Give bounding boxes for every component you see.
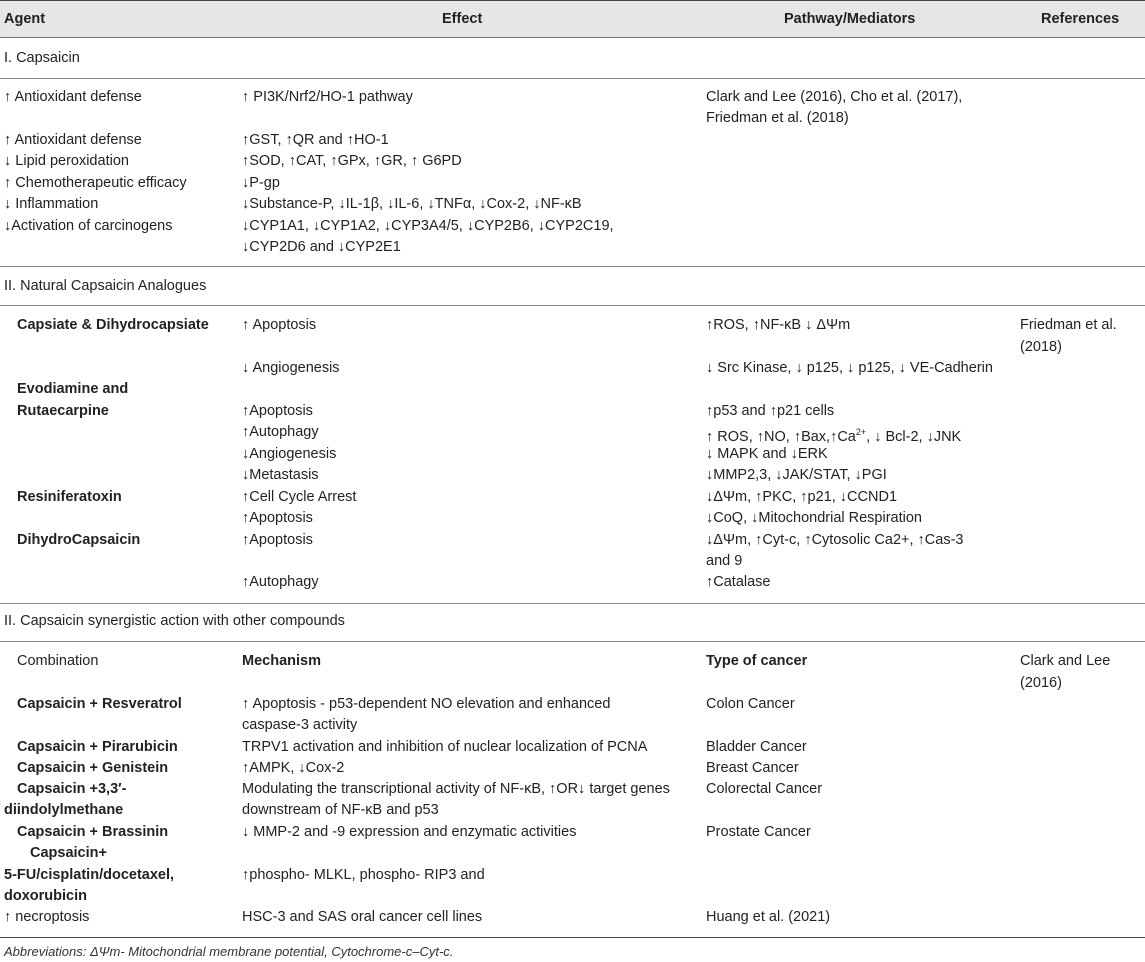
pathway-cell: ↑ ROS, ↑NO, $↑Bax,↑Ca^{2+}$, ↓ Bcl-2, ↓JNK (706, 427, 962, 445)
agent-cell: Capsaicin + Pirarubicin (17, 739, 178, 755)
footnote: Abbreviations: ΔΨm- Mitochondrial membrane potential, Cytochrome-c–Cyt-c. (4, 944, 454, 959)
pathway-cell: Clark and Lee (2016), Cho et al. (2017), (706, 89, 963, 105)
table-bottom-border (0, 937, 1145, 938)
agent-cell: ↓Activation of carcinogens (4, 218, 173, 234)
agent-cell: Evodiamine and (17, 381, 129, 397)
agent-cell: ↓ Inflammation (4, 196, 99, 212)
cancer-cell: Prostate Cancer (706, 824, 811, 840)
cancer-cell: Bladder Cancer (706, 739, 807, 755)
mechanism-cell: Modulating the transcriptional activity of NF-κB, ↑OR↓ target genes (242, 781, 670, 797)
subheader-cancer: Type of cancer (706, 653, 808, 669)
pathway-cell: ↓ΔΨm, ↑Cyt-c, ↑Cytosolic Ca2+, ↑Cas-3 (706, 532, 964, 548)
agent-cell: ↑ Chemotherapeutic efficacy (4, 175, 187, 191)
agent-cell: Rutaecarpine (17, 403, 109, 419)
pathway-cell: ↓ MAPK and ↓ERK (706, 446, 828, 462)
effect-cell: ↓Substance-P, ↓IL-1β, ↓IL-6, ↓TNFα, ↓Cox-2, ↓NF-κB (242, 196, 582, 212)
mechanism-cell: TRPV1 activation and inhibition of nuclear localization of PCNA (242, 739, 648, 755)
agent-cell: ↑ Antioxidant defense (4, 132, 142, 148)
agent-cell: Capsaicin+ (30, 845, 107, 861)
cancer-cell: Colorectal Cancer (706, 781, 823, 797)
effect-cell: ↑Autophagy (242, 424, 319, 440)
pathway-cell: ↑p53 and ↑p21 cells (706, 403, 835, 419)
effect-cell: ↓ Angiogenesis (242, 360, 340, 376)
agent-cell: Capsaicin + Resveratrol (17, 696, 182, 712)
cancer-cell: Colon Cancer (706, 696, 795, 712)
effect-cell: ↓Angiogenesis (242, 446, 337, 462)
reference-cell: Clark and Lee (1020, 653, 1111, 669)
effect-cell: ↑Apoptosis (242, 532, 313, 548)
agent-cell: Resiniferatoxin (17, 489, 122, 505)
effect-cell: ↑GST, ↑QR and ↑HO-1 (242, 132, 389, 148)
divider (0, 266, 1145, 267)
pathway-cell: ↓ Src Kinase, ↓ p125, ↓ p125, ↓ VE-Cadherin (706, 360, 993, 376)
agent-cell: DihydroCapsaicin (17, 532, 141, 548)
effect-cell: ↓Metastasis (242, 467, 319, 483)
effect-cell: ↑SOD, ↑CAT, ↑GPx, ↑GR, ↑ G6PD (242, 153, 462, 169)
mechanism-cell: ↓ MMP-2 and -9 expression and enzymatic activities (242, 824, 577, 840)
mechanism-cell: ↑phospho- MLKL, phospho- RIP3 and (242, 867, 485, 883)
agent-cell: Capsaicin + Genistein (17, 760, 169, 776)
reference-cell: (2018) (1020, 339, 1062, 355)
mechanism-cell: caspase-3 activity (242, 717, 358, 733)
mechanism-cell: HSC-3 and SAS oral cancer cell lines (242, 909, 483, 925)
agent-cell: Capsaicin +3,3′- (17, 781, 127, 797)
pathway-cell: Friedman et al. (2018) (706, 110, 849, 126)
header-agent: Agent (4, 11, 46, 27)
header-effect: Effect (442, 11, 483, 27)
section-title: II. Capsaicin synergistic action with other compounds (4, 613, 345, 629)
pathway-cell: ↓ΔΨm, ↑PKC, ↑p21, ↓CCND1 (706, 489, 898, 505)
pathway-cell: ↓CoQ, ↓Mitochondrial Respiration (706, 510, 922, 526)
agent-cell: Capsaicin + Brassinin (17, 824, 169, 840)
agent-cell: ↑ Antioxidant defense (4, 89, 142, 105)
section-title: I. Capsaicin (4, 50, 80, 66)
divider (0, 603, 1145, 604)
agent-cell: doxorubicin (4, 888, 87, 904)
pathway-cell: and 9 (706, 553, 743, 569)
table-header (0, 0, 1145, 38)
effect-cell: ↑Cell Cycle Arrest (242, 489, 357, 505)
mechanism-cell: ↑ Apoptosis - p53-dependent NO elevation and enhanced (242, 696, 611, 712)
subheader-mechanism: Mechanism (242, 653, 321, 669)
section-title: II. Natural Capsaicin Analogues (4, 278, 207, 294)
header-references: References (1041, 11, 1120, 27)
effect-cell: ↓P-gp (242, 175, 280, 191)
pathway-cell: ↓MMP2,3, ↓JAK/STAT, ↓PGI (706, 467, 887, 483)
agent-cell: ↑ necroptosis (4, 909, 90, 925)
effect-cell: ↓CYP1A1, ↓CYP1A2, ↓CYP3A4/5, ↓CYP2B6, ↓CYP2C19, (242, 218, 614, 234)
pathway-cell: ↑Catalase (706, 574, 771, 590)
effect-cell: ↑Autophagy (242, 574, 319, 590)
mechanism-cell: ↑AMPK, ↓Cox-2 (242, 760, 345, 776)
agent-cell: 5-FU/cisplatin/docetaxel, (4, 867, 175, 883)
agent-cell: diindolylmethane (4, 802, 124, 818)
divider (0, 641, 1145, 642)
effect-cell: ↑Apoptosis (242, 403, 313, 419)
effect-cell: ↑ PI3K/Nrf2/HO-1 pathway (242, 89, 413, 105)
subheader-combination: Combination (17, 653, 99, 669)
divider (0, 305, 1145, 306)
pathway-cell: ↑ROS, ↑NF-κB ↓ ΔΨm (706, 317, 851, 333)
effect-cell: ↑ Apoptosis (242, 317, 317, 333)
effect-cell: ↑Apoptosis (242, 510, 313, 526)
effect-cell: ↓CYP2D6 and ↓CYP2E1 (242, 239, 401, 255)
reference-cell: Friedman et al. (1020, 317, 1117, 333)
cancer-cell: Huang et al. (2021) (706, 909, 831, 925)
header-pathway: Pathway/Mediators (784, 11, 916, 27)
reference-cell: (2016) (1020, 675, 1062, 691)
cancer-cell: Breast Cancer (706, 760, 799, 776)
divider (0, 78, 1145, 79)
agent-cell: ↓ Lipid peroxidation (4, 153, 129, 169)
mechanism-cell: downstream of NF-κB and p53 (242, 802, 439, 818)
agent-cell: Capsiate & Dihydrocapsiate (17, 317, 209, 333)
